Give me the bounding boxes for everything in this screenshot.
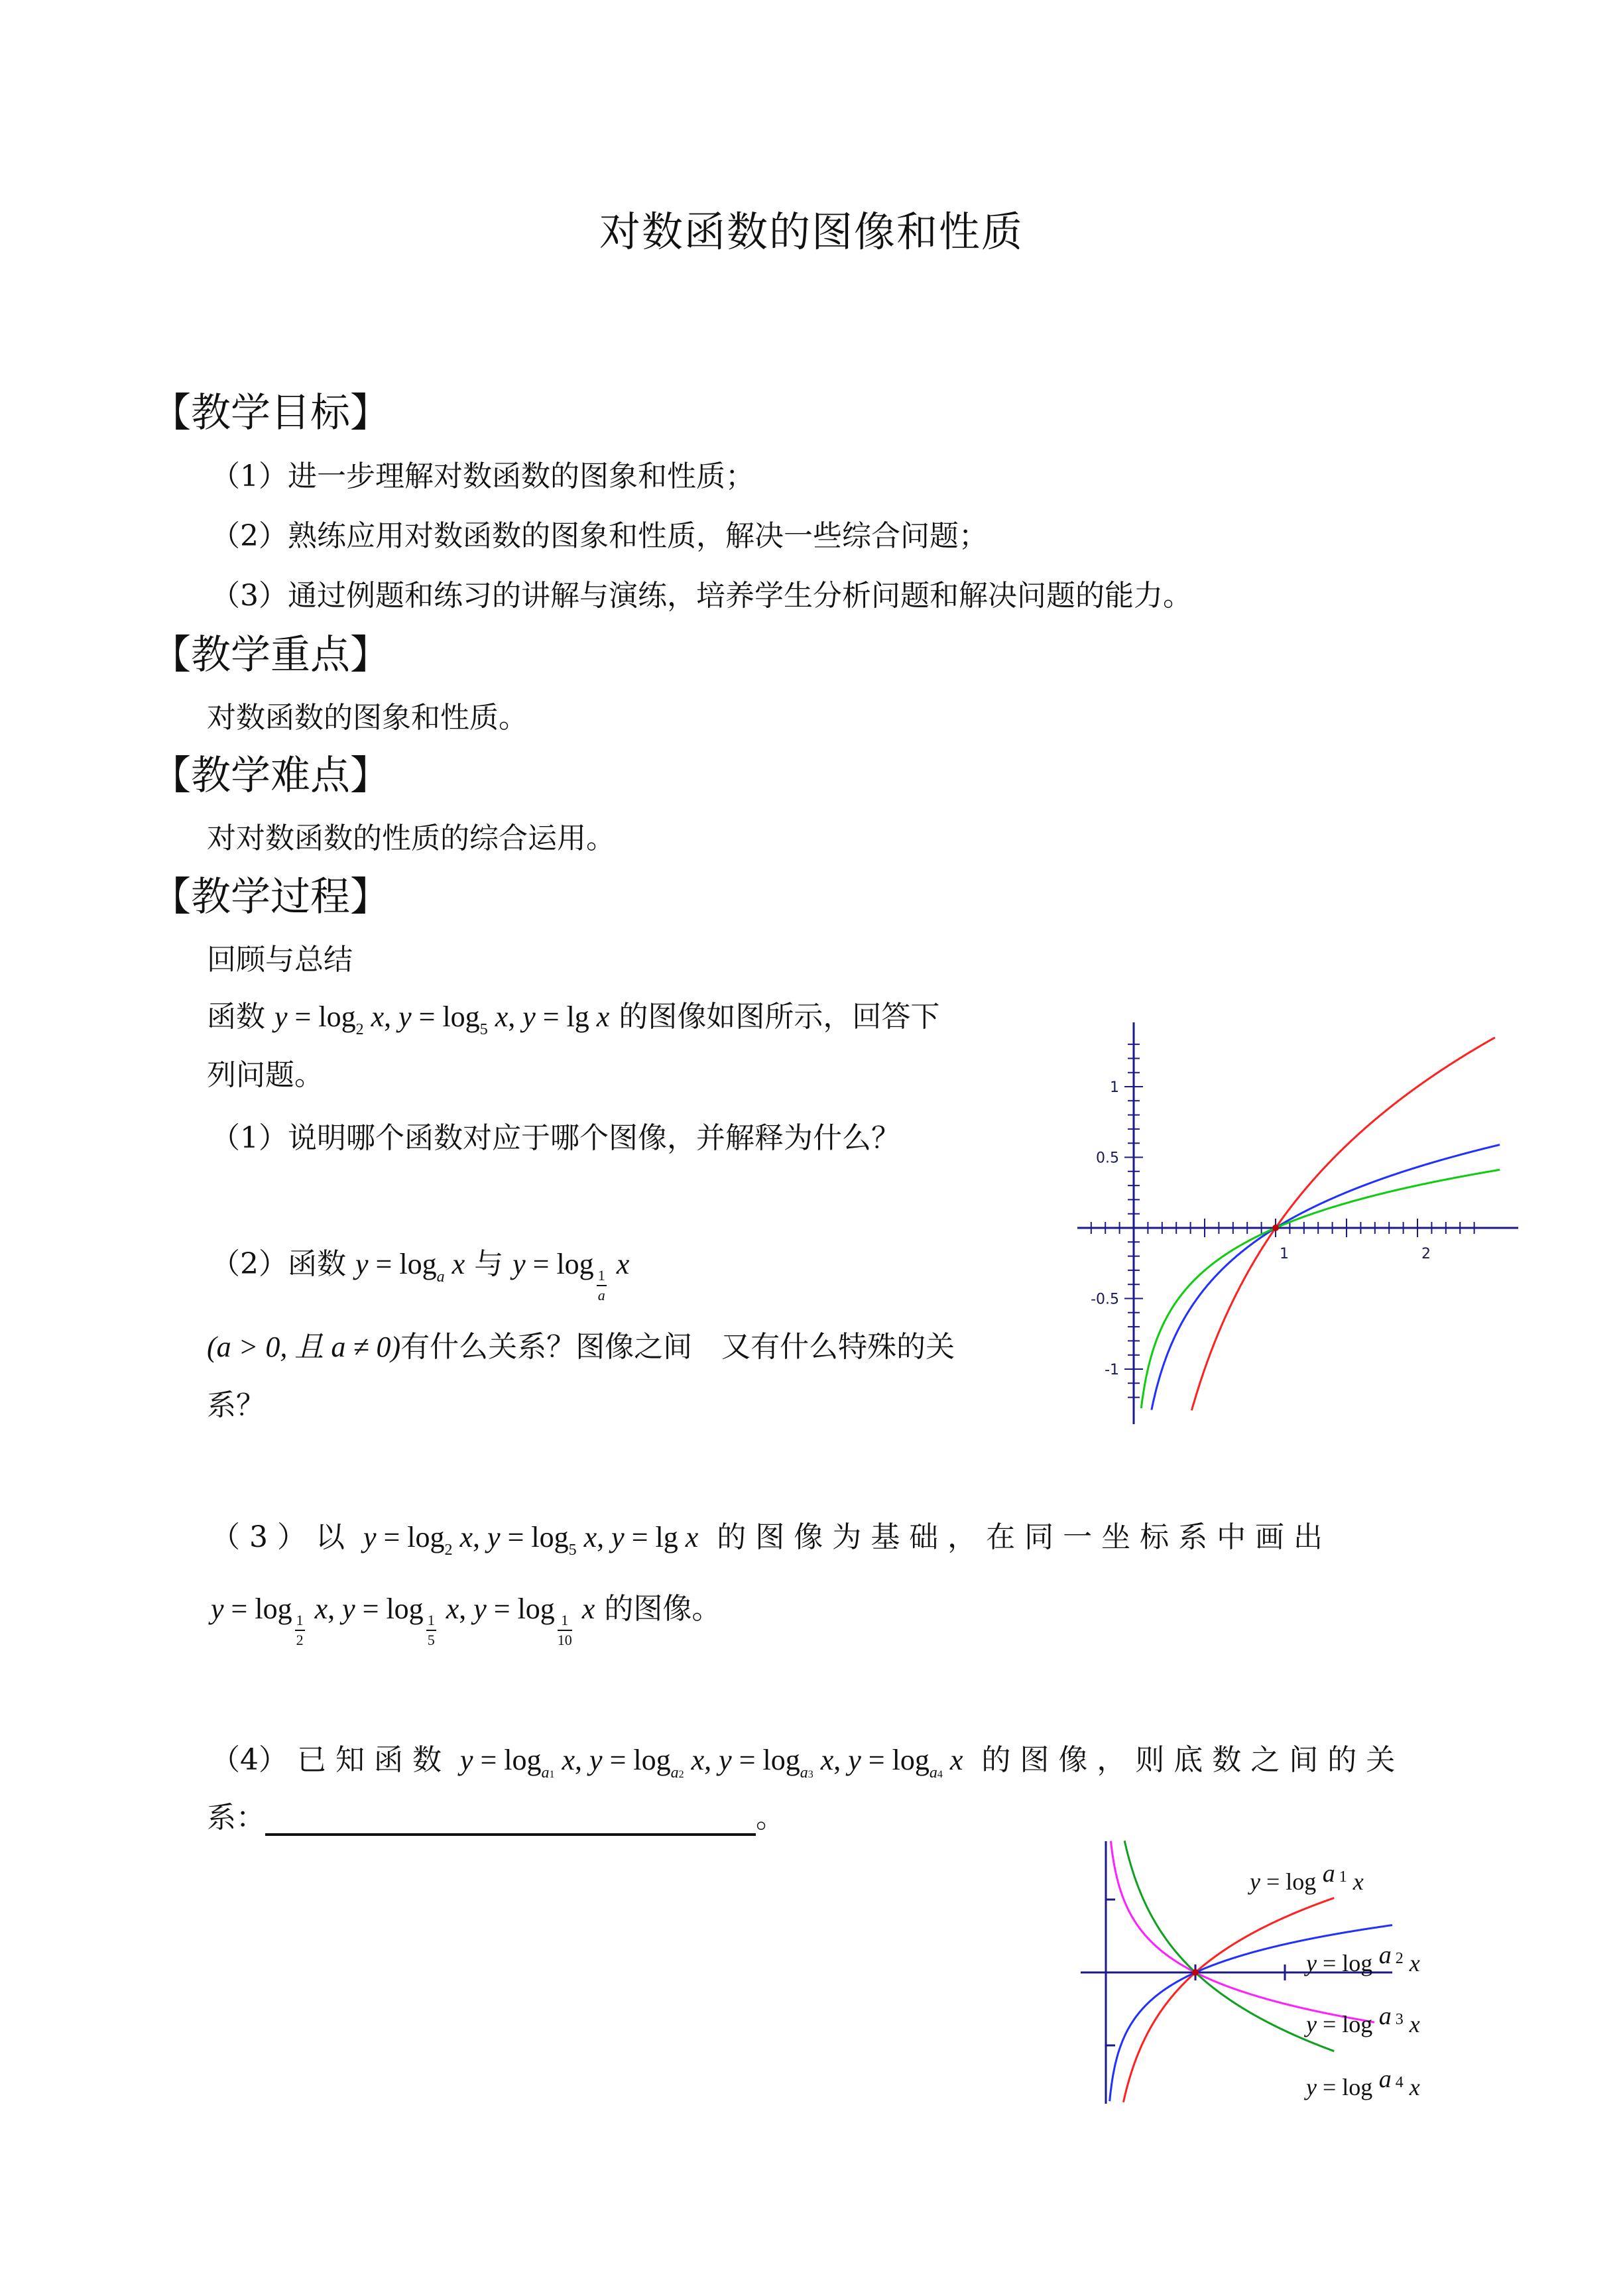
problem-intro-line1: 函数 $y = \log_2 x$, $y = \log_5 x$, y = lg x 的图像如图所示，回答下 bbox=[207, 1000, 940, 1038]
question-4-line2: 系： 。 bbox=[207, 1801, 785, 1835]
key-points-heading: 【教学重点】 bbox=[151, 632, 390, 678]
objective-item: （2）熟练应用对数函数的图象和性质，解决一些综合问题； bbox=[211, 519, 988, 553]
formula-loga: $y = \log_a x$ bbox=[355, 1248, 465, 1286]
formula-log2: $y = \log_2 x$, bbox=[274, 1000, 399, 1038]
difficulties-text: 对对数函数的性质的综合运用。 bbox=[207, 821, 615, 855]
series-label-4: y = log a 4 x bbox=[1306, 2065, 1420, 2100]
question-2-line1: （2）函数 $y = \log_a x$ 与 y = log $\frac{1}{a}$ x bbox=[211, 1247, 630, 1303]
answer-blank[interactable] bbox=[265, 1804, 756, 1836]
page-title: 对数函数的图像和性质 bbox=[599, 208, 1024, 256]
series-label-3: y = log a 3 x bbox=[1306, 2002, 1420, 2037]
objective-item: （1）进一步理解对数函数的图象和性质； bbox=[211, 459, 754, 493]
question-3-line2: y = log $\frac{1}{2}$ x, y = log $\frac{1}{5}$ x, y = log $\frac{1}{10}$ x 的图像。 bbox=[211, 1592, 721, 1648]
question-2-line2: (a > 0, 且 a ≠ 0)有什么关系？图像之间 又有什么特殊的关 bbox=[207, 1330, 955, 1364]
formula-log5: $y = \log_5 x$, bbox=[398, 1000, 523, 1038]
log-bases-graph bbox=[1081, 1840, 1505, 2105]
y-tick-label: -0.5 bbox=[1091, 1291, 1119, 1308]
series-line-3 bbox=[1141, 1170, 1500, 1408]
question-3-line1: （ 3 ） 以 $y = \log_2 x$, $y = \log_5 x$, y = lg x 的 图 像 为 基 础 ， 在 同 一 坐 标 系 中 画 出 bbox=[211, 1520, 1323, 1559]
problem-intro-line2: 列问题。 bbox=[207, 1058, 324, 1092]
x-tick-label: 2 bbox=[1421, 1246, 1431, 1262]
objectives-heading: 【教学目标】 bbox=[151, 390, 390, 436]
formula-lg: y = lg x bbox=[522, 1000, 610, 1033]
question-1: （1）说明哪个函数对应于哪个图像，并解释为什么？ bbox=[211, 1121, 900, 1155]
y-tick-label: 0.5 bbox=[1096, 1150, 1119, 1167]
log-functions-graph bbox=[1064, 1021, 1522, 1425]
difficulties-heading: 【教学难点】 bbox=[151, 753, 390, 799]
x-tick-label: 1 bbox=[1280, 1246, 1289, 1262]
key-points-text: 对数函数的图象和性质。 bbox=[207, 701, 528, 735]
objective-item: （3）通过例题和练习的讲解与演练，培养学生分析问题和解决问题的能力。 bbox=[211, 579, 1192, 613]
series-line-1 bbox=[1191, 1038, 1494, 1410]
series-label-2: y = log a 2 x bbox=[1306, 1941, 1420, 1976]
y-tick-label: 1 bbox=[1110, 1079, 1119, 1096]
question-2-line3: 系？ bbox=[207, 1388, 265, 1422]
process-heading: 【教学过程】 bbox=[151, 874, 390, 920]
intersection-point bbox=[1192, 1969, 1199, 1976]
condition-formula: (a > 0, 且 a ≠ 0) bbox=[207, 1331, 401, 1363]
intersection-point bbox=[1272, 1225, 1279, 1231]
question-4-line1: （4） 已 知 函 数 $y = \log_{a1} x$, $y = \log_{a2} x$, $y = \log_{a3} x$, $y = \log_{a4} x$ 的 图 像 ， 则 底 数 之 间 的 关 bbox=[211, 1743, 1396, 1782]
formula-log-inv-a: y = log $\frac{1}{a}$ x bbox=[512, 1248, 630, 1303]
y-tick-label: -1 bbox=[1105, 1362, 1119, 1378]
series-label-1: y = log a 1 x bbox=[1250, 1860, 1364, 1895]
process-intro: 回顾与总结 bbox=[207, 943, 353, 977]
